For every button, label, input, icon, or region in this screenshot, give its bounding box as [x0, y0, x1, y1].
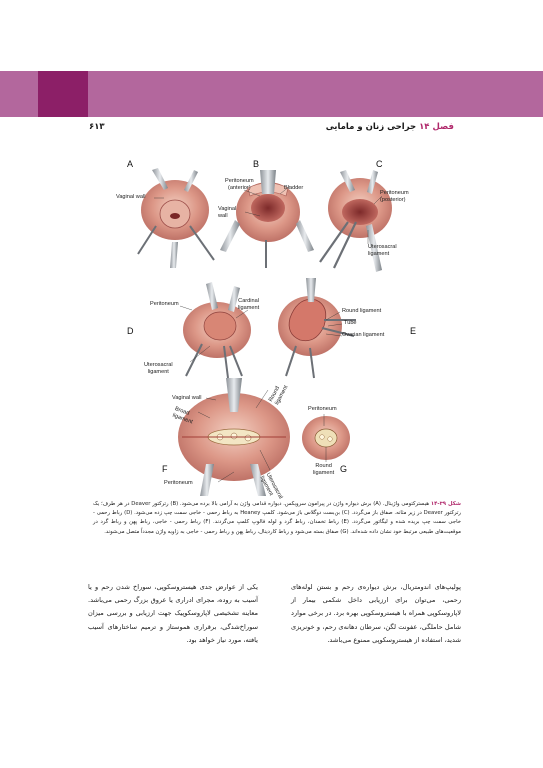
chapter-heading — [326, 122, 454, 132]
label-tube: Tube — [344, 320, 357, 326]
figure-caption — [93, 500, 461, 537]
label-bladder: Bladder — [284, 185, 304, 191]
caption-label: شکل ۳۹-۱۴ — [430, 501, 461, 507]
label-round-ligament-f: Round ligament — [268, 384, 289, 406]
label-broad-ligament: Broad ligament — [171, 406, 194, 425]
label-peritoneum-d: Peritoneum — [150, 301, 179, 307]
label-cardinal-ligament: Cardinal ligament — [238, 298, 260, 311]
caption-text: هیسترکتومی واژینال. (A) برش دیواره واژن در پیرامون سرویکس. دیواره قدامی واژن به آرامی بالا برده می‌شود. (B) رترکتور Deaver در هر طرف؛ یک رترکتور Deaver در زیر مثانه. صفاق باز می‌گردد. (C) بن‌بست دوگلاس باز می‌شود. کلمپ Heaney به رباط رحمی - خاجی سمت چپ زده می‌شود. (D) رباط رحمی - خاجی سمت چپ بریده شده و لیگاتور می‌گردد. (E) رباط تخمدان، رباط گرد و لوله فالوپ کلمپ می‌گردند. (F) رباط رحمی - خاجی، رباط پهن و رباط گرد در موقعیت‌های طبیعی مرتبط خود نشان داده شده‌اند. (G) صفاق بسته می‌شود و رباط کاردینال، رباط پهن و رباط رحمی - خاجی به زاویه واژن مجدداً متصل می‌شوند. — [93, 501, 461, 535]
body-text-right-column: پولیپ‌های اندومتریال، برش دیواره‌ی رحم و بستن لوله‌های رحمی، می‌توان برای ارزیابی داخل شکمی بیمار از لاپاروسکوپی همراه با هیستروسکوپی بهره برد. در برخی موارد شامل حاملگی، عفونت لگن، سرطان دهانه‌ی رحم، و خونریزی شدید، استفاده از هیستروسکوپی ممنوع می‌باشد. — [291, 583, 461, 644]
label-vaginal-wall-f: Vaginal wall — [172, 395, 202, 401]
running-header — [0, 122, 543, 136]
panel-label-e: E — [410, 326, 417, 336]
label-uterosacral-c: Uterosacral ligament — [368, 244, 397, 257]
panel-label-f: F — [162, 464, 168, 474]
label-vaginal-wall-a: Vaginal wall — [116, 194, 146, 200]
panel-label-g: G — [340, 464, 348, 474]
panel-e-drawing — [278, 278, 356, 378]
label-vaginal-wall-b: Vaginal wall — [218, 206, 237, 219]
label-peritoneum-anterior: Peritoneum (anterior) — [225, 178, 254, 191]
label-peritoneum-g: Peritoneum — [308, 406, 337, 412]
chapter-title: جراحی زنان و مامایی — [325, 122, 417, 132]
label-peritoneum-f: Peritoneum — [164, 480, 193, 486]
panel-label-b: B — [253, 159, 260, 169]
body-text-left-column: یکی از عوارض جدی هیستروسکوپی، سوراخ شدن رحم و یا آسیب به روده، مجرای ادراری یا عروق بزرگ رحمی می‌باشد. معاینه تشخیصی لاپاروسکوپیک جهت ارزیابی و بررسی میزان سوراخ‌شدگی، برقراری هموستاز و ترمیم ساختارهای آسیب یافته، مورد نیاز خواهد بود. — [88, 583, 258, 644]
label-round-ligament-e: Round ligament — [342, 308, 382, 314]
panel-a-drawing — [138, 168, 214, 268]
surgical-illustration — [110, 150, 440, 500]
label-uterosacral-f: Uterosacral ligament — [258, 472, 284, 501]
header-color-tab — [38, 71, 88, 117]
panel-label-c: C — [376, 159, 383, 169]
label-uterosacral-d: Uterosacral ligament — [144, 362, 173, 375]
panel-label-a: A — [127, 159, 134, 169]
panel-label-d: D — [127, 326, 134, 336]
label-peritoneum-posterior: Peritoneum (posterior) — [380, 190, 409, 203]
label-ovarian-ligament: Ovarian ligament — [342, 332, 385, 338]
panel-d-drawing — [183, 282, 251, 378]
page-number: ۶۱۳ — [89, 122, 105, 132]
label-round-ligament-g: Round ligament — [313, 463, 335, 476]
chapter-number: فصل ۱۴ — [419, 122, 454, 132]
